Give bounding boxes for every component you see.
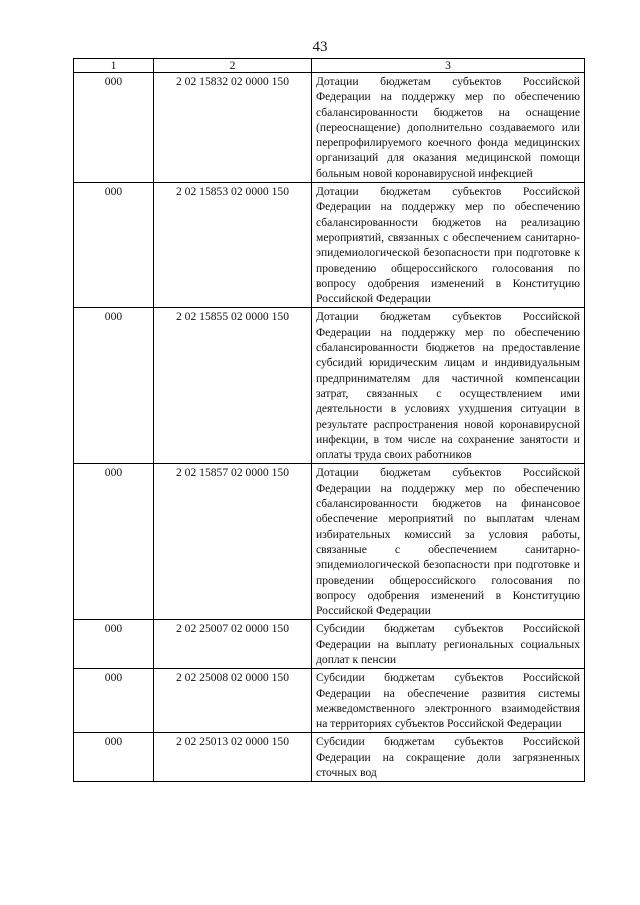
admin-code-cell: 000 bbox=[74, 73, 154, 183]
header-col-1: 1 bbox=[74, 59, 154, 73]
header-col-3: 3 bbox=[312, 59, 585, 73]
admin-code-cell: 000 bbox=[74, 308, 154, 464]
admin-code-cell: 000 bbox=[74, 620, 154, 669]
admin-code-cell: 000 bbox=[74, 669, 154, 733]
income-name-cell: Дотации бюджетам субъектов Российской Федерации на поддержку мер по обеспечению сбалансированности бюджетов на реализацию мероприятий, связанных с обеспечением санитарно-эпидемиологической безопасности при подготовке к проведению общероссийского голосования по вопросу одобрения изменений в Конституцию Российской Федерации bbox=[312, 183, 585, 308]
budget-code-cell: 2 02 15857 02 0000 150 bbox=[154, 464, 312, 620]
income-name-cell: Субсидии бюджетам субъектов Российской Федерации на обеспечение развития системы межведомственного электронного взаимодействия на территориях субъектов Российской Федерации bbox=[312, 669, 585, 733]
table-row bbox=[74, 733, 585, 782]
income-name-cell: Субсидии бюджетам субъектов Российской Федерации на выплату региональных социальных доплат к пенсии bbox=[312, 620, 585, 669]
income-name-cell: Дотации бюджетам субъектов Российской Федерации на поддержку мер по обеспечению сбалансированности бюджетов на предоставление субсидий юридическим лицам и индивидуальным предпринимателям для частичной компенсации затрат, связанных с осуществлением ими деятельности в условиях ухудшения ситуации в результате распространения новой коронавирусной инфекции, в том числе на сохранение занятости и оплаты труда своих работников bbox=[312, 308, 585, 464]
table-row bbox=[74, 308, 585, 464]
table-row bbox=[74, 620, 585, 669]
budget-code-cell: 2 02 15832 02 0000 150 bbox=[154, 73, 312, 183]
table-row bbox=[74, 183, 585, 308]
budget-code-cell: 2 02 25007 02 0000 150 bbox=[154, 620, 312, 669]
budget-code-cell: 2 02 15855 02 0000 150 bbox=[154, 308, 312, 464]
admin-code-cell: 000 bbox=[74, 733, 154, 782]
income-name-cell: Субсидии бюджетам субъектов Российской Федерации на сокращение доли загрязненных сточных вод bbox=[312, 733, 585, 782]
admin-code-cell: 000 bbox=[74, 464, 154, 620]
table-row bbox=[74, 464, 585, 620]
budget-classification-table bbox=[73, 58, 585, 782]
table-header-row bbox=[74, 59, 585, 73]
budget-code-cell: 2 02 15853 02 0000 150 bbox=[154, 183, 312, 308]
budget-code-cell: 2 02 25013 02 0000 150 bbox=[154, 733, 312, 782]
page-number: 43 bbox=[312, 39, 328, 55]
budget-code-cell: 2 02 25008 02 0000 150 bbox=[154, 669, 312, 733]
table-row bbox=[74, 669, 585, 733]
income-name-cell: Дотации бюджетам субъектов Российской Федерации на поддержку мер по обеспечению сбалансированности бюджетов на оснащение (переоснащение) дополнительно создаваемого или перепрофилируемого коечного фонда медицинских организаций для оказания медицинской помощи больным новой коронавирусной инфекцией bbox=[312, 73, 585, 183]
table-row bbox=[74, 73, 585, 183]
header-col-2: 2 bbox=[154, 59, 312, 73]
income-name-cell: Дотации бюджетам субъектов Российской Федерации на поддержку мер по обеспечению сбалансированности бюджетов на финансовое обеспечение мероприятий по выплатам членам избирательных комиссий за условия работы, связанные с обеспечением санитарно-эпидемиологической безопасности при подготовке и проведении общероссийского голосования по вопросу одобрения изменений в Конституцию Российской Федерации bbox=[312, 464, 585, 620]
admin-code-cell: 000 bbox=[74, 183, 154, 308]
